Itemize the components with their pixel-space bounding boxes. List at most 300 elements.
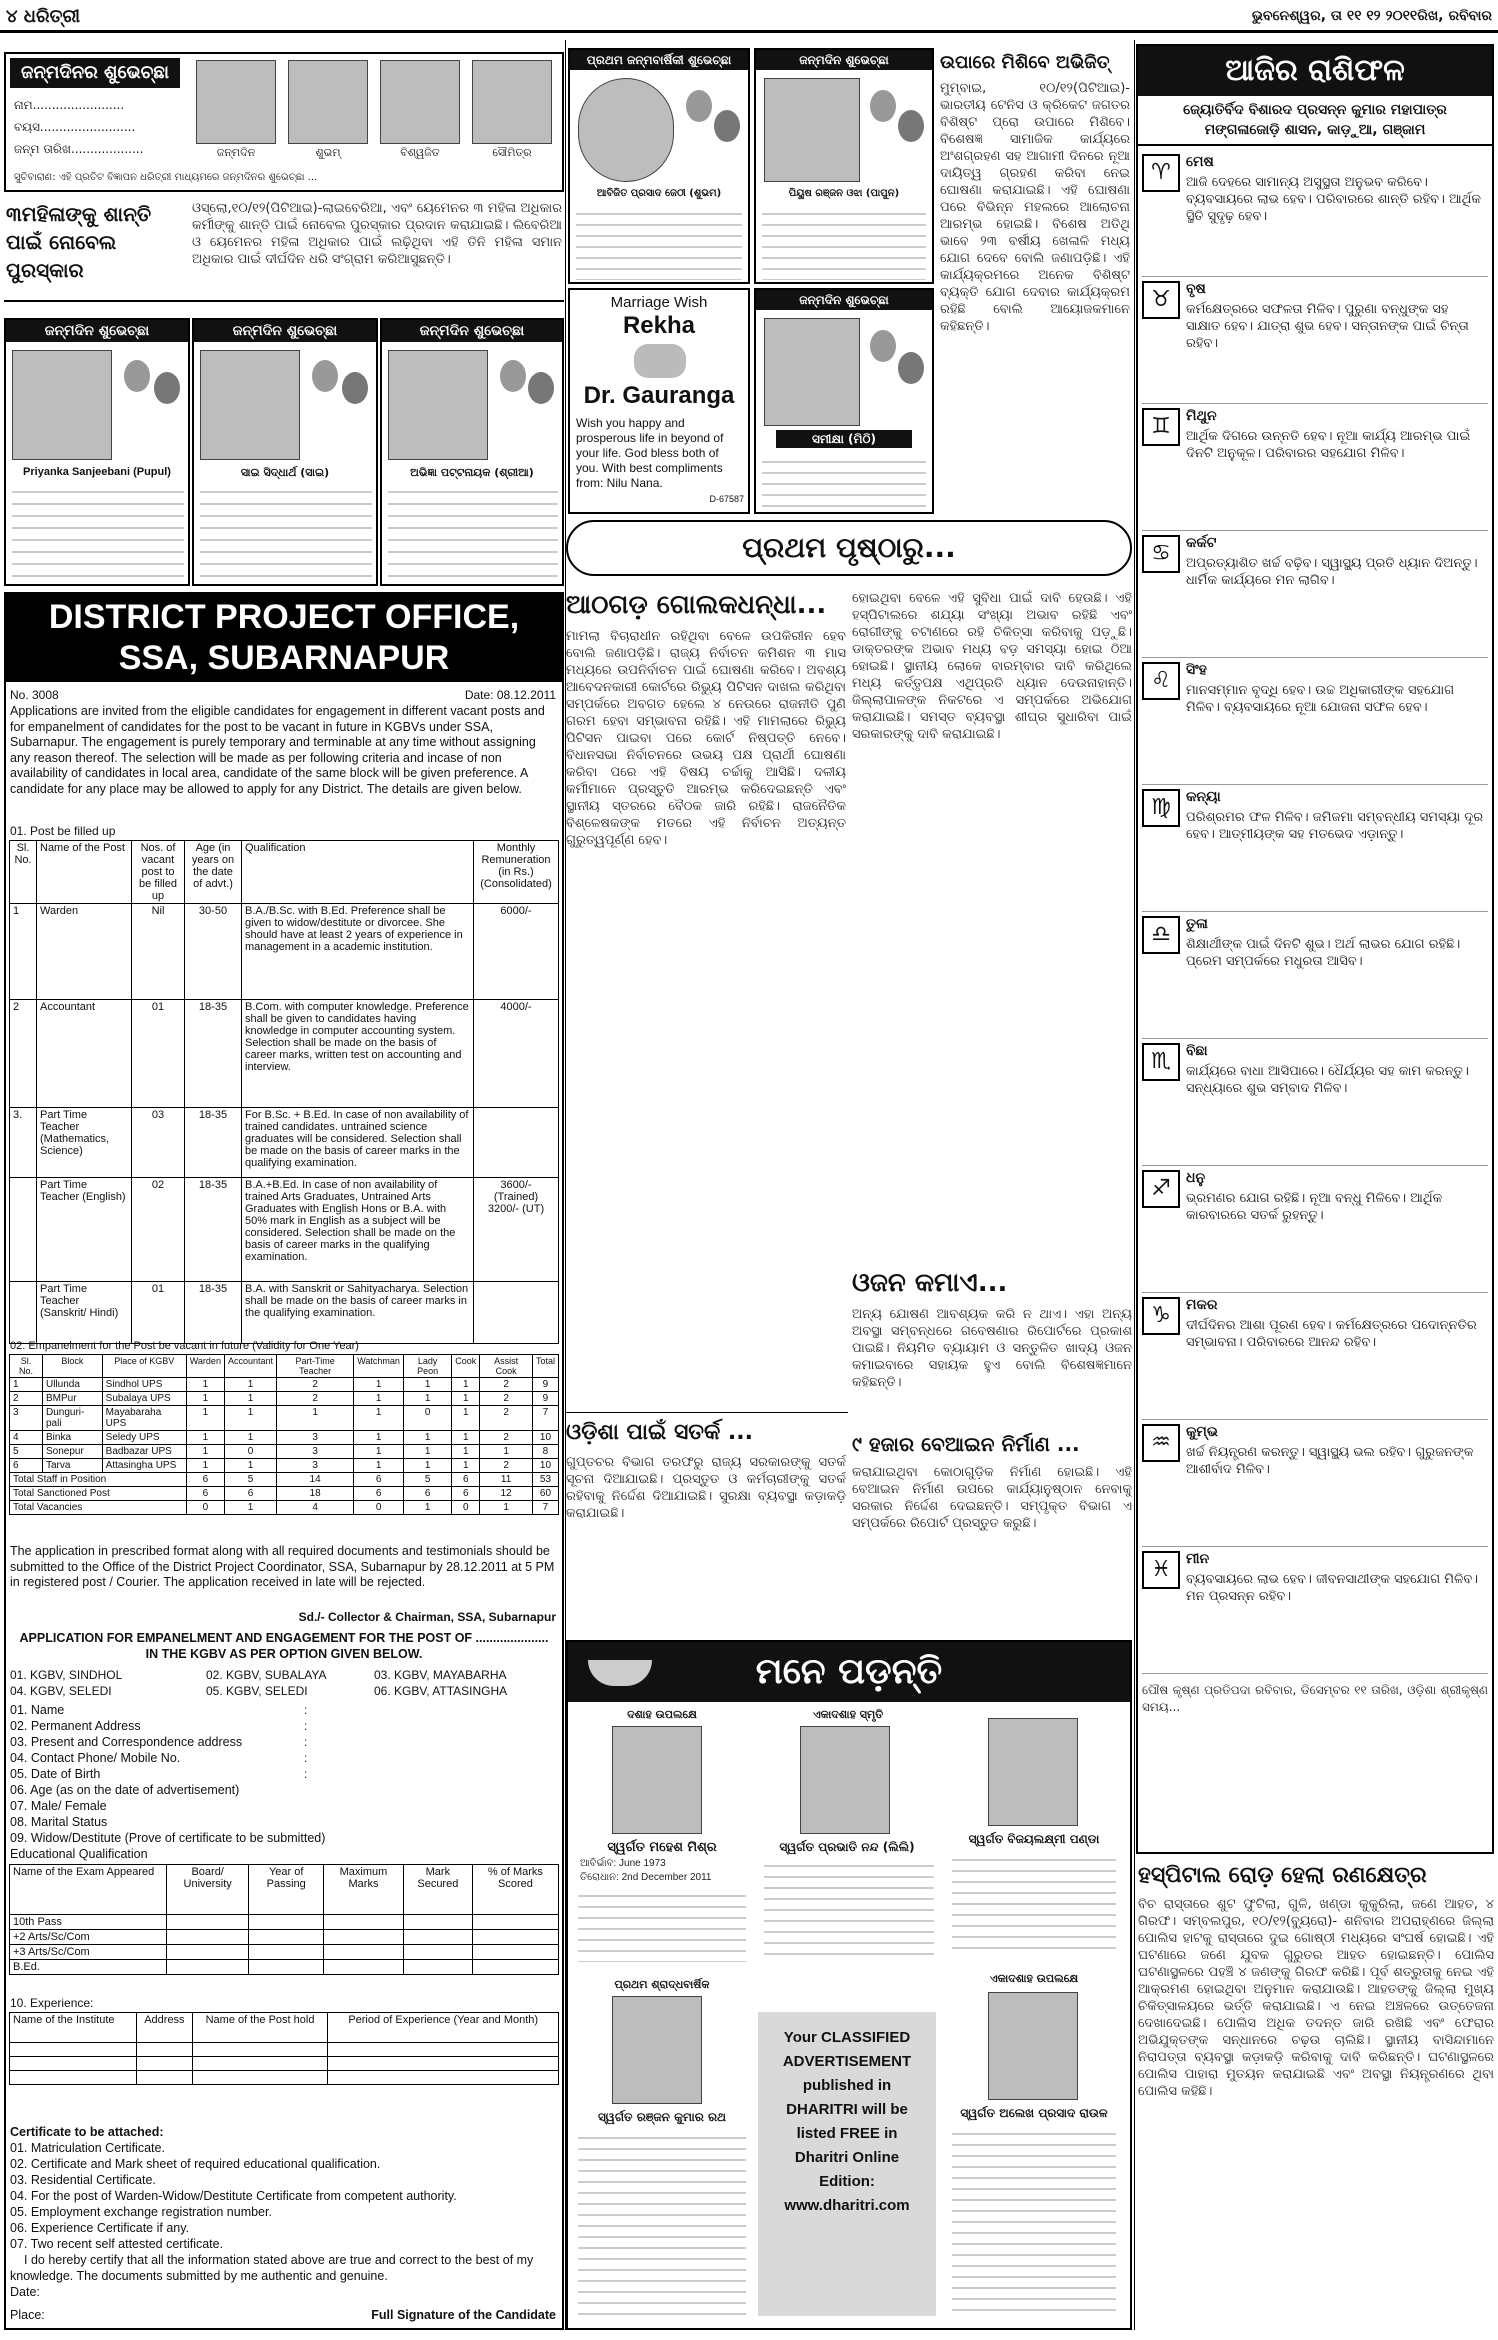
- banner-text: ମନେ ପଡ଼ନ୍ତି: [755, 1651, 943, 1692]
- cell: Part Time Teacher (Mathematics, Science): [37, 1108, 132, 1178]
- ad-title: ଜନ୍ମଦିନ ଶୁଭେଚ୍ଛା: [756, 50, 932, 70]
- table-row: [10, 1406, 559, 1431]
- promo-link[interactable]: www.dharitri.com: [784, 2197, 910, 2214]
- cell: 5: [10, 1445, 43, 1459]
- education-table: [9, 1864, 559, 1975]
- cell: 7: [532, 1501, 558, 1515]
- ad-title: ପ୍ରଥମ ଜନ୍ମବାର୍ଷିକୀ ଶୁଭେଚ୍ଛା: [570, 50, 748, 70]
- person-photo: [988, 1718, 1078, 1826]
- person-photo: [612, 1726, 702, 1834]
- divider: [1138, 144, 1492, 146]
- birthday-note: ସୁଚିବାରାଣ: ଏହି ପ୍ରତିଟ ବିଜ୍ଞାପନ ଧରିତ୍ରୀ ମାଧ୍ୟମରେ ଜନ୍ମଦିନର ଶୁଭେଚ୍ଛା ...: [14, 172, 318, 183]
- dpo-ref: No. 3008: [10, 688, 59, 702]
- ad-text: [388, 484, 558, 582]
- col-header: Cook: [452, 1355, 480, 1378]
- dpo-intro: Applications are invited from the eligible candidates for engagement in different vacant posts and for empanelment of candidates for the post to be vacant in future in KGBVs under SSA, Subarnapur. The engagement is purely temporary and terminable at any time without assigning any reason thereof. The selection will be made as per following criteria and incase of non availability of candidates in local area, candidate of the same block will be given preference. A candidate for any place may be allowed to apply for any District. The details are given below.: [10, 704, 545, 796]
- cell: 1: [224, 1392, 276, 1406]
- person-name: ସ୍ୱର୍ଗତ ଅଲେଖ ପ୍ରସାଦ ରାଉଳ: [960, 2106, 1108, 2120]
- birthday-form-title: ଜନ୍ମଦିନର ଶୁଭେଚ୍ଛା: [10, 58, 180, 88]
- col-header: % of Marks Scored: [472, 1865, 558, 1915]
- date-label: Date:: [10, 2285, 40, 2299]
- table-row: [10, 2057, 559, 2071]
- col-header: Accountant: [224, 1355, 276, 1378]
- ad-text: [200, 484, 372, 582]
- zodiac-icon: ♍: [1142, 789, 1180, 827]
- zodiac-text: ଶିକ୍ଷାର୍ଥୀଙ୍କ ପାଇଁ ଦିନଟି ଶୁଭ। ଅର୍ଥ ଲାଭର ଯୋଗ ରହିଛି। ପ୍ରେମ ସମ୍ପର୍କରେ ମଧୁରତା ଆସିବ।: [1186, 937, 1461, 969]
- zodiac-entry: [1142, 531, 1488, 658]
- child-photo: [578, 78, 674, 182]
- dateline: ଭୁବନେଶ୍ୱର, ତା ୧୧ ୧୨ ୨୦୧୧ରିଖ, ରବିବାର: [1251, 8, 1492, 24]
- promo-line: published in: [802, 2077, 892, 2094]
- cell: 1: [403, 1378, 451, 1392]
- obituary-date: ଆବିର୍ଭାବ: June 1973: [580, 1858, 666, 1869]
- zodiac-text: ଆଜି ଦେହରେ ସାମାନ୍ୟ ଅସୁସ୍ଥତା ଅନୁଭବ କରିବେ। ବ୍ୟବସାୟରେ ଲାଭ ହେବ। ପରିବାରରେ ଶାନ୍ତି ରହିବ। ଆର୍ଥିକ ସ୍ଥିତି ସୁଦୃଢ଼ ହେବ।: [1186, 175, 1481, 224]
- table-row: [10, 1000, 559, 1108]
- zodiac-text: ପରିଶ୍ରମର ଫଳ ମିଳିବ। ଜମିଜମା ସମ୍ବନ୍ଧୀୟ ସମସ୍ୟା ଦୂର ହେବ। ଆତ୍ମୀୟଙ୍କ ସହ ମତଭେଦ ଏଡ଼ାନ୍ତୁ।: [1186, 810, 1484, 842]
- cell: 2: [480, 1431, 533, 1445]
- zodiac-name: କନ୍ୟା: [1186, 789, 1221, 805]
- cell: Seledy UPS: [102, 1431, 186, 1445]
- cell: 11: [480, 1473, 533, 1487]
- story-body: ହୋଇଥିବା ବେଳେ ଏହି ସୁବିଧା ପାଇଁ ଦାବି ହେଉଛି। ଏହି ହସ୍ପିଟାଲରେ ଶଯ୍ୟା ସଂଖ୍ୟା ଅଭାବ ରହିଛି ଏବଂ ରୋଗୀଙ୍କୁ ଚଟାଣରେ ରହି ଚିକିତ୍ସା କରିବାକୁ ପଡ଼ୁଛି। ଡାକ୍ତରଙ୍କ ଅଭାବ ମଧ୍ୟ ବଡ଼ ସମସ୍ୟା ହୋଇ ଠିଆ ହୋଇଛି। ସ୍ଥାନୀୟ ଲୋକେ ବାରମ୍ବାର ଦାବି କରିଥିଲେ ମଧ୍ୟ କର୍ତ୍ତୃପକ୍ଷ ଏଥିପ୍ରତି ଧ୍ୟାନ ଦେଉନାହାନ୍ତି। ଜିଲ୍ଲାପାଳଙ୍କ ନିକଟରେ ଏ ସମ୍ପର୍କରେ ଅଭିଯୋଗ କରାଯାଇଛି। ସମସ୍ତ ବ୍ୟବସ୍ଥା ଶୀଘ୍ର ସୁଧାରିବା ପାଇଁ ସରକାରଙ୍କୁ ଦାବି କରାଯାଇଛି।: [852, 591, 1132, 742]
- cell: 6: [403, 1487, 451, 1501]
- cell: Total Staff in Position: [10, 1473, 187, 1487]
- cell: 1: [403, 1459, 451, 1473]
- cell: 18-35: [185, 1282, 242, 1344]
- cell: 6: [186, 1473, 224, 1487]
- story-body: ଅନ୍ୟ ଯୋଷଣ ଆବଶ୍ୟକ କରି ନ ଥାଏ। ଏହା ଅନ୍ୟ ଅବସ୍ଥା ସମ୍ବନ୍ଧରେ ଗବେଷଣାର ରିପୋର୍ଟରେ ପ୍ରକାଶ ପାଇଛି। ନିୟମିତ ବ୍ୟାୟାମ ଓ ସନ୍ତୁଳିତ ଖାଦ୍ୟ ଓଜନ କମାଇବାରେ ସହାୟକ ହୁଏ ବୋଲି ବିଶେଷଜ୍ଞମାନେ କହିଛନ୍ତି।: [852, 1307, 1132, 1390]
- cert-title: Certificate to be attached:: [10, 2125, 164, 2139]
- cell: 1: [224, 1501, 276, 1515]
- form-field: ବୟସ.........................: [14, 120, 136, 134]
- emp-body: [10, 1378, 559, 1515]
- obituary-text: [764, 1858, 934, 1958]
- dpo-section-2: 02. Empanelment for the Post be vacant in future (Validity for One Year): [10, 1340, 359, 1352]
- cell: 1: [403, 1431, 451, 1445]
- col-header: Name of the Post: [37, 841, 132, 904]
- cell: [10, 1282, 37, 1344]
- birthday-ad: [380, 318, 564, 586]
- form-field-present-address: 03. Present and Correspondence address: [10, 1735, 243, 1749]
- dpo-advertisement: [4, 592, 564, 2330]
- col-header: Lady Peon: [403, 1355, 451, 1378]
- col-header: Address: [137, 2013, 193, 2043]
- cell: [10, 1178, 37, 1282]
- cell: 02: [132, 1178, 185, 1282]
- child-name: ସାଇ ସିଦ୍ଧାର୍ଥ (ସାଇ): [240, 466, 330, 479]
- col-header: Name of the Post hold: [192, 2013, 328, 2043]
- child-photo: [196, 60, 276, 144]
- cell: 0: [354, 1501, 404, 1515]
- col-header: Monthly Remuneration (in Rs.) (Consolidated): [474, 841, 559, 904]
- kgbv-option: 05. KGBV, SELEDI: [206, 1684, 308, 1698]
- form-fields: [10, 1702, 558, 1862]
- balloon-icon: [898, 110, 924, 142]
- zodiac-text: ଖର୍ଚ୍ଚ ନିୟନ୍ତ୍ରଣ କରନ୍ତୁ। ସ୍ୱାସ୍ଥ୍ୟ ଭଲ ରହିବ। ଗୁରୁଜନଙ୍କ ଆଶୀର୍ବାଦ ମିଳିବ।: [1186, 1445, 1474, 1477]
- zodiac-entry: [1142, 912, 1488, 1039]
- birthday-ad: [754, 288, 934, 514]
- cell: 0: [224, 1445, 276, 1459]
- zodiac-name: ମିଥୁନ: [1186, 408, 1217, 424]
- col-header: Assist Cook: [480, 1355, 533, 1378]
- experience-label: 10. Experience:: [10, 1996, 94, 2010]
- cell: 5: [403, 1473, 451, 1487]
- cell: B.Ed.: [10, 1960, 167, 1975]
- zodiac-text: ଭ୍ରମଣର ଯୋଗ ରହିଛି। ନୂଆ ବନ୍ଧୁ ମିଳିବେ। ଆର୍ଥିକ କାରବାରରେ ସତର୍କ ରୁହନ୍ତୁ।: [1186, 1191, 1443, 1223]
- cert-item: 04. For the post of Warden-Widow/Destitute Certificate from competent authority.: [10, 2189, 457, 2203]
- balloon-icon: [312, 360, 338, 392]
- divider: [4, 300, 564, 302]
- zodiac-entry: [1142, 1420, 1488, 1547]
- cell: 9: [532, 1392, 558, 1406]
- empanelment-table: [9, 1354, 559, 1515]
- cell: 4000/-: [474, 1000, 559, 1108]
- cell: Subalaya UPS: [102, 1392, 186, 1406]
- marriage-title: Marriage Wish: [610, 294, 708, 311]
- ad-text: [12, 484, 184, 582]
- handshake-icon: [634, 344, 686, 378]
- cell: 18-35: [185, 1178, 242, 1282]
- person-photo: [612, 1996, 702, 2104]
- balloon-icon: [528, 372, 554, 404]
- cell: 1: [354, 1459, 404, 1473]
- cell: 18-35: [185, 1000, 242, 1108]
- cell: 1: [186, 1459, 224, 1473]
- zodiac-icon: ♑: [1142, 1297, 1180, 1335]
- cell: Tarva: [42, 1459, 102, 1473]
- ad-code: D-67587: [709, 494, 744, 504]
- zodiac-text: ବ୍ୟବସାୟରେ ଲାଭ ହେବ। ଜୀବନସାଥୀଙ୍କ ସହଯୋଗ ମିଳିବ। ମନ ପ୍ରସନ୍ନ ରହିବ।: [1186, 1572, 1479, 1604]
- lamp-icon: [588, 1660, 652, 1686]
- birthday-ad-title: ଜନ୍ମଦିନ ଶୁଭେଚ୍ଛା: [382, 320, 562, 342]
- cell: 0: [186, 1501, 224, 1515]
- obituary-occasion: ପ୍ରଥମ ଶ୍ରାଦ୍ଧବାର୍ଷିକ: [614, 1978, 710, 1991]
- page-number: ୪ ଧରିତ୍ରୀ: [6, 6, 81, 27]
- form-field-permanent-address: 02. Permanent Address: [10, 1719, 141, 1733]
- cell: Sindhol UPS: [102, 1378, 186, 1392]
- cell: Ullunda: [42, 1378, 102, 1392]
- form-field-contact: 04. Contact Phone/ Mobile No.: [10, 1751, 181, 1765]
- cell: Part Time Teacher (English): [37, 1178, 132, 1282]
- balloon-icon: [870, 90, 896, 122]
- child-name: ବିଶ୍ୱଜିତ: [400, 146, 440, 159]
- col-header: Name of the Exam Appeared: [10, 1865, 167, 1915]
- signature-label: Full Signature of the Candidate: [371, 2308, 556, 2322]
- cert-item: 06. Experience Certificate if any.: [10, 2221, 190, 2235]
- cell: 2: [10, 1392, 43, 1406]
- story-body: ମୁମ୍ବାଇ, ୧୦/୧୨(ପିଟିଆଇ)- ଭାରତୀୟ ଟେନିସ ଓ କ୍ରିକେଟ ଜଗତର ବିଶିଷ୍ଟ ପ୍ରୋ ଉପାରେ ମିଶିବେ। ବିଶେଷଜ୍ଞ ସାମାଜିକ କାର୍ଯ୍ୟରେ ଅଂଶଗ୍ରହଣ ସହ ଆଗାମୀ ଦିନରେ ନୂଆ ଦାୟିତ୍ୱ ଗ୍ରହଣ କରିବା ନେଇ ଘୋଷଣା କରାଯାଇଛି। ଏହି ଘୋଷଣା ପରେ ବିଭିନ୍ନ ମହଲରେ ଆଲୋଚନା ଆରମ୍ଭ ହୋଇଛି। ବିଶେଷ ଅତିଥି ଭାବେ ୨୩ ବର୍ଷୀୟ ଖେଳାଳି ମଧ୍ୟ ଯୋଗ ଦେବେ ବୋଲି ଜଣାପଡ଼ିଛି। ଏହି କାର୍ଯ୍ୟକ୍ରମରେ ଅନେକ ବିଶିଷ୍ଟ ବ୍ୟକ୍ତି ଯୋଗ ଦେବାର କାର୍ଯ୍ୟକ୍ରମ ରହିଛି ବୋଲି ଆୟୋଜକମାନେ କହିଛନ୍ତି।: [940, 81, 1130, 334]
- child-name: ଶୁଭମ୍: [315, 146, 341, 159]
- promo-line: Your CLASSIFIED: [783, 2029, 911, 2046]
- total-row: [10, 1501, 559, 1515]
- zodiac-icon: ♓: [1142, 1551, 1180, 1589]
- zodiac-entry: [1142, 1293, 1488, 1420]
- cell: +3 Arts/Sc/Com: [10, 1945, 167, 1960]
- exp-header-row: [10, 2013, 559, 2043]
- nobel-body: ଓସ୍ଲୋ,୧୦/୧୨(ପିଟିଆଇ)-ଲାଇବେରିଆ, ଏବଂ ୟେମେନର ୩ ମହିଳା ଅଧିକାର କର୍ମୀଙ୍କୁ ଶାନ୍ତି ପାଇଁ ନୋବେଲ ପୁରସ୍କାର ପ୍ରଦାନ କରାଯାଇଛି। ଲିବେରିଆ ଓ ୟେମେନର ମହିଳା ଅଧିକାର ପାଇଁ ଲଢ଼ିଥିବା ଏହି ତିନି ମହିଳା ସମାନ ଅଧିକାର ପାଇଁ ଦୀର୍ଘଦିନ ଧରି ସଂଗ୍ରାମ କରିଆସୁଛନ୍ତି।: [192, 201, 562, 267]
- cell: 1: [354, 1392, 404, 1406]
- birthday-ad-title: ଜନ୍ମଦିନ ଶୁଭେଚ୍ଛା: [194, 320, 376, 342]
- zodiac-name: ମେଷ: [1186, 154, 1214, 170]
- table-row: [10, 1445, 559, 1459]
- dpo-title-line1: DISTRICT PROJECT OFFICE,: [48, 598, 520, 636]
- balloon-icon: [500, 360, 526, 392]
- zodiac-icon: ♐: [1142, 1170, 1180, 1208]
- zodiac-name: ମକର: [1186, 1297, 1218, 1313]
- birthday-form-ad: [4, 52, 564, 192]
- child-name: ପିୟୁଷ ରଞ୍ଜନ ଓଝା (ପାପୁନ): [788, 188, 900, 199]
- table-row: [10, 1945, 559, 1960]
- zodiac-text: ଅପ୍ରତ୍ୟାଶିତ ଖର୍ଚ୍ଚ ବଢ଼ିବ। ସ୍ୱାସ୍ଥ୍ୟ ପ୍ରତି ଧ୍ୟାନ ଦିଅନ୍ତୁ। ଧାର୍ମିକ କାର୍ଯ୍ୟରେ ମନ ଲାଗିବ।: [1186, 556, 1478, 588]
- cell: 01: [132, 1282, 185, 1344]
- col-header: Watchman: [354, 1355, 404, 1378]
- cell: 2: [276, 1392, 353, 1406]
- cell: 1: [354, 1406, 404, 1431]
- cert-item: 02. Certificate and Mark sheet of required educational qualification.: [10, 2157, 381, 2171]
- cell: 10th Pass: [10, 1915, 167, 1930]
- zodiac-name: କର୍କଟ: [1186, 535, 1217, 551]
- cell: 1: [403, 1445, 451, 1459]
- cell: 2: [276, 1378, 353, 1392]
- cell: Total Vacancies: [10, 1501, 187, 1515]
- col-header: Board/ University: [167, 1865, 249, 1915]
- cell: 1: [452, 1406, 480, 1431]
- table-row: [10, 1915, 559, 1930]
- cert-item: 07. Two recent self attested certificate.: [10, 2237, 224, 2251]
- marriage-text: Wish you happy and prosperous life in beyond of your life. God bless both of you. With best compliments from: Nilu Nana.: [576, 416, 724, 490]
- cell: BMPur: [42, 1392, 102, 1406]
- zodiac-list: [1142, 150, 1488, 1674]
- cell: 4: [276, 1501, 353, 1515]
- zodiac-name: କୁମ୍ଭ: [1186, 1424, 1218, 1440]
- cell: 1: [354, 1378, 404, 1392]
- colon-markers: : : : : :: [304, 1703, 308, 1781]
- form-field-marital: 08. Marital Status: [10, 1815, 108, 1829]
- obituary-text: [952, 1852, 1116, 1952]
- cell: 1: [480, 1445, 533, 1459]
- emp-header-row: [10, 1355, 559, 1378]
- zodiac-name: ବିଛା: [1186, 1043, 1208, 1059]
- zodiac-entry: [1142, 277, 1488, 404]
- balloon-icon: [124, 360, 150, 392]
- promo-line: Edition:: [819, 2173, 875, 2190]
- col-header: Total: [532, 1355, 558, 1378]
- banner-text: ପ୍ରଥମ ପୃଷ୍ଠାରୁ...: [742, 531, 956, 564]
- cell: 1: [186, 1431, 224, 1445]
- zodiac-entry: [1142, 1166, 1488, 1293]
- story-headline: ଉପାରେ ମିଶିବେ ଅଭିଜିତ୍: [940, 52, 1110, 73]
- cell: 1: [403, 1501, 451, 1515]
- table-row: [10, 1378, 559, 1392]
- cell: 1: [224, 1378, 276, 1392]
- table-row: [10, 1282, 559, 1344]
- cell: Dunguri-pali: [42, 1406, 102, 1431]
- obituary-date: ତିରୋଧାନ: 2nd December 2011: [580, 1872, 712, 1883]
- declaration: I do hereby certify that all the information stated above are true and correct to the best of my knowledge. The documents submitted by me authentic and genuine.: [10, 2253, 534, 2283]
- cell: 53: [532, 1473, 558, 1487]
- story-headline: ହସ୍ପିଟାଲ ରୋଡ଼ ହେଲା ରଣକ୍ଷେତ୍ର: [1138, 1863, 1427, 1888]
- col-header: Sl. No.: [10, 1355, 43, 1378]
- table-row: [10, 1459, 559, 1473]
- person-name: ସ୍ୱର୍ଗତ ରଞ୍ଜନ କୁମାର ରଥ: [597, 2110, 727, 2124]
- cell: Nil: [132, 904, 185, 1000]
- cell: Accountant: [37, 1000, 132, 1108]
- ad-title: ଜନ୍ମଦିନ ଶୁଭେଚ୍ଛା: [756, 290, 932, 310]
- promo-line: ADVERTISEMENT: [782, 2053, 912, 2070]
- cell: 03: [132, 1108, 185, 1178]
- zodiac-icon: ♌: [1142, 662, 1180, 700]
- form-field-gender: 07. Male/ Female: [10, 1799, 107, 1813]
- cell: 6000/-: [474, 904, 559, 1000]
- dpo-title-band: [6, 594, 562, 682]
- birthday-ad: [754, 48, 934, 284]
- balloon-icon: [342, 372, 368, 404]
- table-row: [10, 1930, 559, 1945]
- cell: [474, 1108, 559, 1178]
- dpo-footer-note: The application in prescribed format along with all required documents and testimonials should be submitted to the Office of the District Project Coordinator, SSA, Subarnapur by 28.12.2011 at 5 PM in registered post / Courier. The application received in late will be rejected.: [10, 1544, 555, 1589]
- panjika-footer: ପୌଷ କୃଷ୍ଣ ପ୍ରତିପଦା ରବିବାର, ଡିସେମ୍ବର ୧୧ ତାରିଖ, ଓଡ଼ିଶା ଶ୍ରୀକୃଷ୍ଣ ସମୟ...: [1142, 1683, 1488, 1714]
- table-row: [10, 2071, 559, 2085]
- cell: 1: [186, 1406, 224, 1431]
- table-row: [10, 1960, 559, 1975]
- cell: 1: [10, 904, 37, 1000]
- zodiac-entry: [1142, 658, 1488, 785]
- cell: 14: [276, 1473, 353, 1487]
- col-header: Maximum Marks: [324, 1865, 404, 1915]
- form-title: APPLICATION FOR EMPANELMENT AND ENGAGEMENT FOR THE POST OF ..................... IN THE KGBV AS PER OPTION GIVEN BELOW.: [19, 1631, 549, 1661]
- cell: 18-35: [185, 1108, 242, 1178]
- cell: 5: [224, 1473, 276, 1487]
- cell: Part Time Teacher (Sanskrit/ Hindi): [37, 1282, 132, 1344]
- cell: 6: [354, 1473, 404, 1487]
- cell: 6: [452, 1473, 480, 1487]
- zodiac-icon: ♏: [1142, 1043, 1180, 1081]
- zodiac-entry: [1142, 404, 1488, 531]
- cell: B.Com. with computer knowledge. Preference shall be given to candidates having knowledge in computer accounting system. Selection shall be made on the basis of career marks, written test on accounting and interview.: [242, 1000, 474, 1108]
- cell: B.A./B.Sc. with B.Ed. Preference shall be given to widow/destitute or divorcee. She should have at least 2 years of experience in management in a academic institution.: [242, 904, 474, 1000]
- edu-label: Educational Qualification: [10, 1847, 148, 1861]
- cell: 6: [354, 1487, 404, 1501]
- zodiac-entry: [1142, 1039, 1488, 1166]
- story-body: କରାଯାଇଥିବା କୋଠାଗୁଡ଼ିକ ନିର୍ମାଣ ହୋଇଛି। ଏହି ବେଆଇନ ନିର୍ମାଣ ଉପରେ କାର୍ଯ୍ୟାନୁଷ୍ଠାନ ନେବାକୁ ସରକାର ନିର୍ଦ୍ଦେଶ ଦେଇଛନ୍ତି। ସମ୍ପୃକ୍ତ ବିଭାଗ ଏ ସମ୍ପର୍କରେ ରିପୋର୍ଟ ପ୍ରସ୍ତୁତ କରୁଛି।: [852, 1465, 1132, 1531]
- story-headline: ଓଜନ କମାଏ...: [852, 1268, 1008, 1298]
- cell: 1: [224, 1406, 276, 1431]
- cell: 10: [532, 1459, 558, 1473]
- story-body: ମାମଲା ବିଚାରାଧୀନ ରହିଥିବା ବେଳେ ଉପକିରୀନ ହେବ ବୋଲି ଜଣାପଡ଼ିଛି। ରାଜ୍ୟ ନିର୍ବାଚନ କମିଶନ ୩ ମାସ ମଧ୍ୟରେ ଉପନିର୍ବାଚନ ପାଇଁ ଘୋଷଣା କରିବେ। ଅବଶ୍ୟ ଆବେଦନକାରୀ କୋର୍ଟରେ ରିଭ୍ୟୁ ପିଟିସନ ଦାଖଲ କରିଥିବା ସମ୍ପର୍କରେ ଅବଗତ ହେଲେ ୪ ନେଉରେ ରାଜନୀତି ପୁଣି ଗରମ ହେବା ସମ୍ଭାବନା ରହିଛି। ଏହି ମାମଲାରେ ରିଭ୍ୟୁ ପିଟିସନ ପାଇବା ପରେ କୋର୍ଟ ନିଷ୍ପତ୍ତି ନେବେ। ବିଧାନସଭା ନିର୍ବାଚନରେ ଉଭୟ ପକ୍ଷ ପ୍ରାର୍ଥୀ ଘୋଷଣା କରିବା ପରେ ଏହି ବିଷୟ ଚର୍ଚ୍ଚାକୁ ଆସିଛି। ଦଳୀୟ କର୍ମୀମାନେ ପ୍ରସ୍ତୁତି ଆରମ୍ଭ କରିଦେଇଛନ୍ତି ଏବଂ ସ୍ଥାନୀୟ ସ୍ତରରେ ବୈଠକ ଜାରି ରହିଛି। ରାଜନୈତିକ ବିଶ୍ଳେଷକଙ୍କ ମତରେ ଏହି ନିର୍ବାଚନ ଅତ୍ୟନ୍ତ ଗୁରୁତ୍ୱପୂର୍ଣ୍ଣ ହେବ।: [566, 629, 846, 848]
- balloon-icon: [714, 110, 740, 142]
- person-name: ସ୍ୱର୍ଗତ ମହେଶ ମିଶ୍ର: [607, 1840, 717, 1855]
- cell: B.A.+B.Ed. In case of non availability of trained Arts Graduates, Untrained Arts Graduates with English Hons or B.A. with 50% mark in English as a subject will be considered. Selection shall be made on the basis of career marks in the qualifying examination.: [242, 1178, 474, 1282]
- zodiac-name: ମୀନ: [1186, 1551, 1210, 1567]
- form-field-name: 01. Name: [10, 1703, 65, 1717]
- cell: 6: [10, 1459, 43, 1473]
- astrologer-address: ମଙ୍ଗଳାଜୋଡ଼ି ଶାସନ, କାଡ଼ୁଆ, ଗଞ୍ଜାମ: [1204, 122, 1426, 138]
- person-photo: [988, 1992, 1078, 2100]
- obituary-text: [578, 1888, 746, 1962]
- col-header: Qualification: [242, 841, 474, 904]
- cell: 01: [132, 1000, 185, 1108]
- col-header: Name of the Institute: [10, 2013, 137, 2043]
- horoscope-section: [1136, 44, 1494, 1854]
- cell: 18: [276, 1487, 353, 1501]
- col-header: Year of Passing: [249, 1865, 324, 1915]
- kgbv-option: 04. KGBV, SELEDI: [10, 1684, 112, 1698]
- zodiac-entry: [1142, 150, 1488, 277]
- obituary-banner: [568, 1642, 1130, 1702]
- cell: 10: [532, 1431, 558, 1445]
- zodiac-name: ତୁଳା: [1186, 916, 1208, 932]
- obituary-occasion: ଏକାଦଶାହ ଉପଲକ୍ଷେ: [989, 1972, 1079, 1985]
- form-field-widow: 09. Widow/Destitute (Prove of certificate to be submitted): [10, 1831, 326, 1845]
- cell: 1: [276, 1406, 353, 1431]
- kgbv-option: 01. KGBV, SINDHOL: [10, 1668, 123, 1682]
- cell: +2 Arts/Sc/Com: [10, 1930, 167, 1945]
- cell: 7: [532, 1406, 558, 1431]
- obituary-occasion: ଦଶାହ ଉପଲକ୍ଷେ: [627, 1708, 697, 1721]
- col-header: Sl. No.: [10, 841, 37, 904]
- table-row: [10, 1392, 559, 1406]
- table-row: [10, 2043, 559, 2057]
- table-row: [10, 904, 559, 1000]
- cell: 1: [452, 1431, 480, 1445]
- cell: 30-50: [185, 904, 242, 1000]
- edu-header-row: [10, 1865, 559, 1915]
- zodiac-entry: [1142, 1547, 1488, 1674]
- promo-line: Dharitri Online: [794, 2149, 900, 2166]
- ad-text: [762, 454, 926, 510]
- table-row: [10, 1108, 559, 1178]
- birthday-ad: [4, 318, 190, 586]
- cell: Attasingha UPS: [102, 1459, 186, 1473]
- cell: 1: [186, 1445, 224, 1459]
- promo-line: listed FREE in: [796, 2125, 898, 2142]
- col-header: Place of KGBV: [102, 1355, 186, 1378]
- posts-table: [9, 840, 559, 1344]
- story-headline: ୯ ହଜାର ବେଆଇନ ନିର୍ମାଣ ...: [852, 1432, 1080, 1456]
- obituary-text: [952, 2126, 1116, 2320]
- cell: 6: [452, 1487, 480, 1501]
- cell: 8: [532, 1445, 558, 1459]
- child-photo: [764, 318, 860, 426]
- child-photo: [200, 350, 300, 460]
- cell: B.A. with Sanskrit or Sahityacharya. Selection shall be made on the basis of career marks in the qualifying examination.: [242, 1282, 474, 1344]
- anniversary-ad: [568, 48, 750, 284]
- child-photo: [764, 78, 860, 182]
- col-header: Warden: [186, 1355, 224, 1378]
- front-page-continued-banner: [566, 520, 1132, 576]
- obituary-text: [578, 2130, 746, 2320]
- child-name: ଅଭିଜ୍ଞା ପଟ୍ଟନାୟକ (ଶ୍ରୀଆ): [410, 466, 534, 479]
- cell: 12: [480, 1487, 533, 1501]
- cell: 3.: [10, 1108, 37, 1178]
- obituary-section: [566, 1640, 1132, 2330]
- cell: For B.Sc. + B.Ed. In case of non availability of trained candidates. untrained science graduates will be considered. Selection shall be made on the basis of career marks in the qualifying examination.: [242, 1108, 474, 1178]
- cell: 3: [10, 1406, 43, 1431]
- groom-name: Dr. Gauranga: [583, 382, 735, 409]
- child-photo: [388, 350, 488, 460]
- zodiac-entry: [1142, 785, 1488, 912]
- cell: 1: [452, 1459, 480, 1473]
- bride-name: Rekha: [622, 312, 696, 339]
- zodiac-icon: ♉: [1142, 281, 1180, 319]
- cell: 1: [354, 1445, 404, 1459]
- cell: 2: [10, 1000, 37, 1108]
- zodiac-name: ସିଂହ: [1186, 662, 1207, 678]
- cell: Sonepur: [42, 1445, 102, 1459]
- promo-line: DHARITRI will be: [786, 2101, 908, 2118]
- column-rule: [1134, 40, 1135, 2330]
- cell: 60: [532, 1487, 558, 1501]
